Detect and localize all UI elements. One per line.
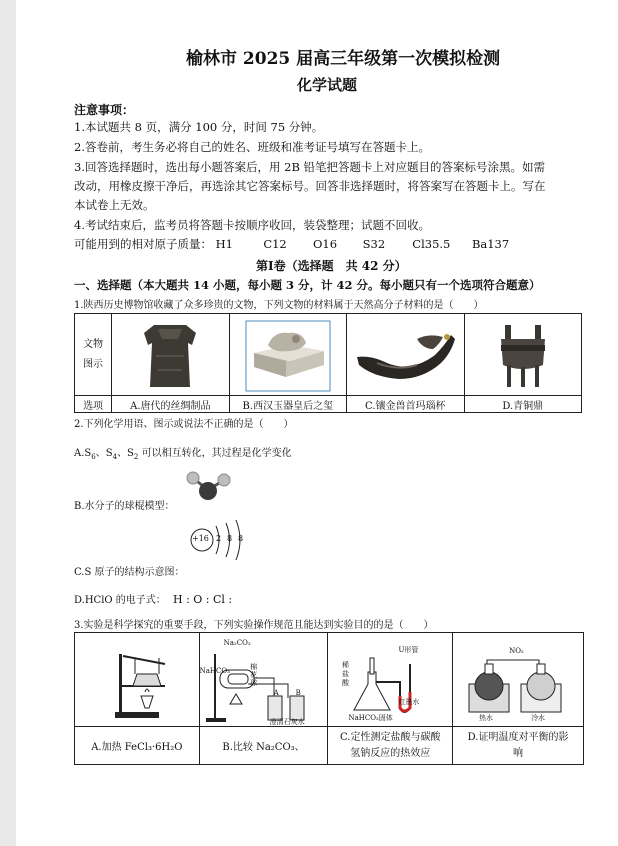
option-d: D.青铜鼎	[464, 396, 582, 413]
label-u-tube: U形管	[398, 646, 419, 654]
separator: 、S	[117, 448, 134, 459]
bronze-ding-image	[464, 314, 582, 396]
question-3-stem: 3.实验是科学探究的重要手段，下列实验操作规范且能达到实验目的的是（ ）	[74, 620, 434, 631]
exam-page	[16, 0, 618, 846]
atomic-mass: S32	[362, 237, 386, 251]
option-c: C.镶金兽首玛瑙杯	[347, 396, 464, 413]
question-2-option-a	[74, 444, 292, 461]
separator: 、S	[95, 448, 113, 459]
option-a-text: 可以相互转化，其过程是化学变化	[141, 448, 292, 459]
option-d-line: 响	[513, 747, 524, 759]
option-a-prefix: A.S	[74, 448, 92, 459]
question-1-stem: 1.陕西历史博物馆收藏了众多珍贵的文物，下列文物的材料属于天然高分子材料的是（ ）	[74, 300, 484, 311]
atomic-mass: O16	[312, 237, 338, 251]
question-1-table	[74, 313, 582, 413]
viewer-left-margin	[0, 0, 16, 846]
atomic-mass: Ba137	[471, 237, 510, 251]
section-heading: 一、选择题（本大题共 14 小题，每小题 3 分，计 42 分。每小题只有一个选项符合题意）	[74, 278, 541, 292]
note-item: 3.回答选择题时，选出每小题答案后，用 2B 铅笔把答题卡上对应题目的答案标号涂黑。如需	[74, 160, 546, 174]
atomic-masses-label: 可能用到的相对原子质量：	[74, 237, 212, 251]
row-label: 图示	[83, 358, 104, 370]
question-2-option-c: C.S 原子的结构示意图：	[74, 567, 185, 578]
shell-electrons: 8	[238, 534, 244, 543]
label-hot-water: 热水	[479, 714, 494, 722]
atomic-mass: H1	[215, 237, 234, 251]
shell-electrons: 2	[216, 534, 222, 543]
nucleus-charge: +16	[192, 534, 209, 543]
option-b: B.比较 Na₂CO₃、	[199, 727, 328, 765]
note-item: 2.答卷前，考生务必将自己的姓名、班级和准考证号填写在答题卡上。	[74, 140, 430, 154]
label-red-ink: 红墨水	[398, 698, 420, 706]
hclo-electron-formula: H : O : Cl :	[172, 593, 233, 606]
label-limewater: 澄清石灰水	[269, 718, 305, 726]
shell-electrons: 8	[227, 534, 233, 543]
silk-robe-image	[112, 314, 229, 396]
label-cold-water: 冷水	[531, 714, 546, 722]
atomic-masses-line	[74, 236, 509, 253]
note-item: 本试卷上无效。	[74, 198, 155, 212]
label-cotton: 棉花球	[250, 663, 258, 687]
option-d	[453, 727, 584, 765]
question-2-option-b: B.水分子的球棍模型：	[74, 501, 175, 512]
subscript: 6	[91, 453, 96, 461]
note-item: 4.考试结束后，监考员将答题卡按顺序收回，装袋整理；试题不回收。	[74, 218, 430, 232]
option-c-line: C.定性测定盐酸与碳酸	[340, 731, 441, 743]
label-dilute-hcl: 稀盐酸	[341, 661, 349, 687]
question-2-stem: 2.下列化学用语、图示或说法不正确的是（ ）	[74, 419, 294, 430]
label-a: A	[273, 689, 279, 697]
volume-heading: 第Ⅰ卷（选择题 共 42 分）	[256, 259, 407, 273]
jade-seal-image	[229, 314, 346, 396]
label-b: B	[295, 689, 301, 697]
option-b: B.西汉玉器皇后之玺	[229, 396, 346, 413]
question-2-option-d	[74, 591, 232, 606]
subscript: 4	[112, 453, 118, 461]
row-label: 文物	[83, 338, 104, 350]
option-a: A.加热 FeCl₃·6H₂O	[75, 727, 200, 765]
question-3-table	[74, 632, 584, 765]
label-no2: NO₂	[509, 647, 524, 655]
label-nahco3: NaHCO₃	[199, 667, 230, 675]
note-item: 1.本试题共 8 页，满分 100 分，时间 75 分钟。	[74, 120, 324, 134]
agate-cup-image	[347, 314, 464, 396]
label-nahco3-solid: NaHCO₃固体	[348, 714, 393, 722]
sulfur-atom-structure-diagram	[186, 518, 256, 562]
atomic-mass: C12	[263, 237, 287, 251]
apparatus-a-image	[75, 633, 200, 727]
option-a: A.唐代的丝绸制品	[112, 396, 229, 413]
option-c-line: 氢钠反应的热效应	[350, 747, 431, 759]
apparatus-d-image	[453, 633, 584, 727]
option-row-label: 选项	[75, 396, 112, 413]
subscript: 2	[133, 453, 139, 461]
page-title: 榆林市 2025 届高三年级第一次模拟检测	[186, 49, 501, 69]
label-na2co3: Na₂CO₃	[223, 639, 251, 647]
water-ball-stick-model	[184, 470, 232, 506]
table-row-header	[75, 314, 112, 396]
subject-title: 化学试题	[297, 76, 358, 94]
atomic-mass: Cl35.5	[412, 237, 451, 251]
option-c	[328, 727, 453, 765]
notes-heading: 注意事项：	[74, 103, 135, 117]
apparatus-b-image	[199, 633, 328, 727]
option-d-line: D.证明温度对平衡的影	[467, 731, 569, 743]
apparatus-c-image	[328, 633, 453, 727]
option-d-text: D.HClO 的电子式：	[74, 595, 166, 606]
note-item: 改动，用橡皮擦干净后，再选涂其它答案标号。回答非选择题时，将答案写在答题卡上。写在	[74, 179, 546, 193]
